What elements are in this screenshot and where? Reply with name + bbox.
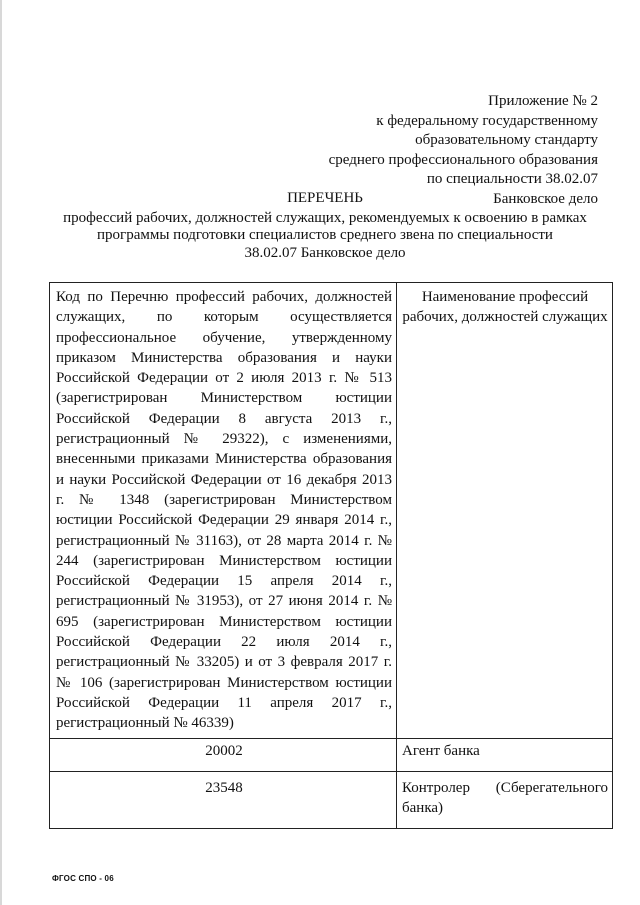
title-subtitle-line: программы подготовки специалистов среднего звена по специальности <box>97 227 553 243</box>
appendix-line: образовательному стандарту <box>415 132 598 148</box>
professions-table <box>49 282 613 829</box>
appendix-line: Приложение № 2 <box>488 93 598 109</box>
footer-code: ФГОС СПО - 06 <box>52 874 114 883</box>
appendix-line: среднего профессионального образования <box>328 151 598 168</box>
scan-edge <box>0 0 2 905</box>
header-name-cell: Наименование профессий рабочих, должностей служащих <box>397 283 613 739</box>
profession-code-cell: 23548 <box>50 771 397 828</box>
table-row <box>50 738 613 771</box>
document-title <box>40 190 610 262</box>
title-subtitle-line: профессий рабочих, должностей служащих, рекомендуемых к освоению в рамках <box>63 209 587 226</box>
appendix-line: к федеральному государственному <box>376 112 598 129</box>
appendix-line: Банковское дело <box>493 190 598 207</box>
table-row <box>50 771 613 828</box>
header-code-cell: Код по Перечню профессий рабочих, должностей служащих, по которым осуществляется профессиональное обучение, утвержденному приказом Министерства образования и науки Российской Федерации от 2 июля 2013 г. № 513 (зарегистрирован Министерством юстиции Российской Федерации 8 августа 2013 г., регистрационный № 29322), с изменениями, внесенными приказами Министерства образования и науки Российской Федерации от 16 декабря 2013 г. № 1348 (зарегистрирован Министерством юстиции Российской Федерации 29 января 2014 г., регистрационный № 31163), от 28 марта 2014 г. № 244 (зарегистрирован Министерством юстиции Российской Федерации 15 апреля 2014 г., регистрационный № 31953), от 27 июня 2014 г. № 695 (зарегистрирован Министерством юстиции Российской Федерации 22 июля 2014 г., регистрационный № 33205) и от 3 февраля 2017 г. № 106 (зарегистрирован Министерством юстиции Российской Федерации 11 апреля 2017 г., регистрационный № 46339) <box>50 283 397 739</box>
table-header-row <box>50 283 613 739</box>
title-subtitle-line: 38.02.07 Банковское дело <box>244 244 406 261</box>
profession-name-cell: Контролер (Сберегательного банка) <box>397 771 613 828</box>
profession-name-cell: Агент банка <box>397 738 613 771</box>
appendix-line: по специальности 38.02.07 <box>426 171 598 187</box>
title-heading: ПЕРЕЧЕНЬ <box>287 190 363 206</box>
profession-code-cell: 20002 <box>50 738 397 771</box>
